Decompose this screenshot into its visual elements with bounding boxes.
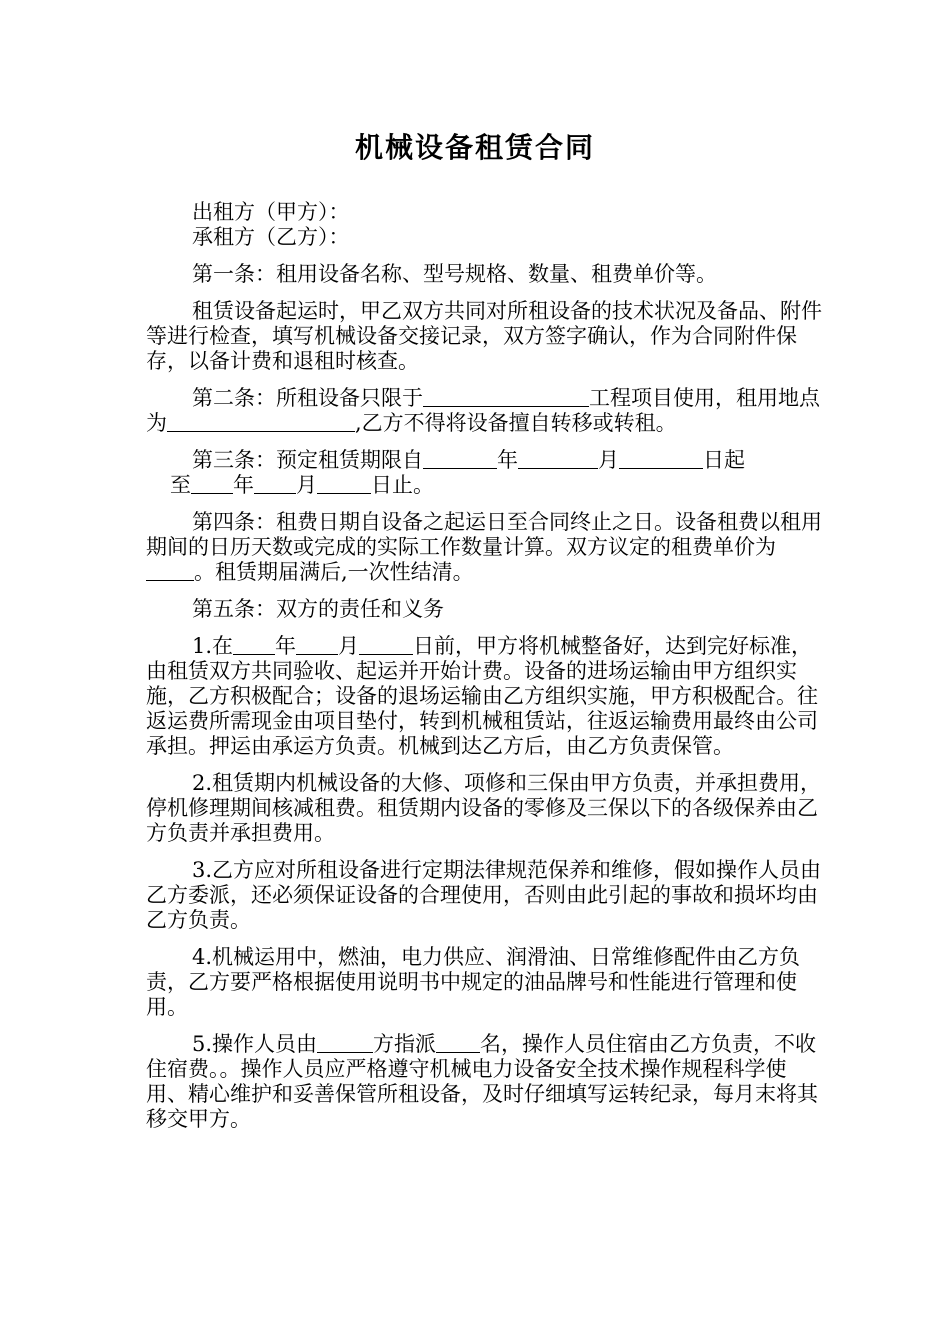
item-1 <box>146 634 822 759</box>
item-5-text-b: 方指派 <box>373 1032 437 1056</box>
year-label: 年 <box>275 634 297 658</box>
contract-title: 机械设备租赁合同 <box>354 131 595 164</box>
article-2-text-c: 租用地点为 <box>146 386 820 435</box>
start-month-blank <box>518 448 598 469</box>
article-4 <box>146 510 822 585</box>
article-3-text: 第三条：预定租赁期限自 <box>192 448 423 472</box>
item-1-month-blank <box>296 634 338 655</box>
article-2-text-d: ,乙方不得将设备擅自转移或转租。 <box>355 411 677 435</box>
item-2: 2.租赁期内机械设备的大修、项修和三保由甲方负责，并承担费用，停机修理期间核减租费。租赁期内设备的零修及三保以下的各级保养由乙方负责并承担费用。 <box>146 771 822 845</box>
item-5-text-a: 5.操作人员由 <box>192 1032 318 1056</box>
article-2-text-b: 工程项目使用， <box>589 386 736 410</box>
article-4-text-b: 。租赁期届满后,一次性结清。 <box>194 560 474 584</box>
location-blank <box>167 411 355 432</box>
article-1: 第一条：租用设备名称、型号规格、数量、租费单价等。 <box>192 262 717 286</box>
contract-body <box>146 200 822 1132</box>
item-1-year-blank <box>233 634 275 655</box>
year-label: 年 <box>497 448 518 472</box>
count-blank <box>436 1032 480 1053</box>
start-year-blank <box>423 448 497 469</box>
article-3 <box>146 448 822 498</box>
lessee-line: 承租方（乙方）： <box>192 225 350 249</box>
start-day-blank <box>619 448 703 469</box>
article-2 <box>146 386 822 436</box>
item-4: 4.机械运用中，燃油，电力供应、润滑油、日常维修配件由乙方负责，乙方要严格根据使用说明书中规定的油品牌号和性能进行管理和使用。 <box>146 945 801 1019</box>
unit-price-blank <box>146 560 194 581</box>
lessor-line: 出租方（甲方）： <box>192 200 350 224</box>
project-blank <box>423 386 589 407</box>
item-5 <box>146 1032 822 1132</box>
party-blank <box>317 1032 373 1053</box>
article-5: 第五条：双方的责任和义务 <box>192 597 444 621</box>
item-1-text-a: 1.在 <box>192 634 234 658</box>
month-label: 月 <box>598 448 619 472</box>
to-label: 至 <box>170 473 191 497</box>
day-to-label: 日止。 <box>371 473 434 497</box>
month-label: 月 <box>338 634 360 658</box>
item-5-text-c: 名，操作人员住宿由乙方负责，不收住宿费。。操作人员应严格遵守机械电力设备安全技术操作规程科学使用、精心维护和妥善保管所租设备，及时仔细填写运转纪录，每月末将其移交甲方。 <box>146 1032 818 1131</box>
article-1-paragraph: 租赁设备起运时，甲乙双方共同对所租设备的技术状况及备品、附件等进行检查，填写机械设备交接记录，双方签字确认，作为合同附件保存，以备计费和退租时核查。 <box>146 299 822 373</box>
article-2-text-a: 第二条：所租设备只限于 <box>192 386 423 410</box>
article-4-text-a: 第四条：租费日期自设备之起运日至合同终止之日。设备租费以租用期间的日历天数或完成的实际工作数量计算。双方议定的租费单价为 <box>146 510 822 559</box>
end-day-blank <box>317 473 371 494</box>
item-3: 3.乙方应对所租设备进行定期法律规范保养和维修，假如操作人员由乙方委派，还必须保证设备的合理使用，否则由此引起的事故和损坏均由乙方负责。 <box>146 858 822 932</box>
item-1-day-blank <box>359 634 413 655</box>
item-1-text-b: 日前，甲方将机械整备好，达到完好标准，由租赁双方共同验收、起运并开始计费。设备的进场运输由甲方组织实施，乙方积极配合；设备的退场运输由乙方组织实施，甲方积极配合。往返运费所需现金由项目垫付，转到机械租赁站，往返运输费用最终由公司承担。押运由承运方负责。机械到达乙方后，由乙方负责保管。 <box>146 634 818 758</box>
year-label: 年 <box>233 473 254 497</box>
end-month-blank <box>254 473 296 494</box>
month-label: 月 <box>296 473 317 497</box>
end-year-blank <box>191 473 233 494</box>
day-from-label: 日起 <box>703 448 745 472</box>
